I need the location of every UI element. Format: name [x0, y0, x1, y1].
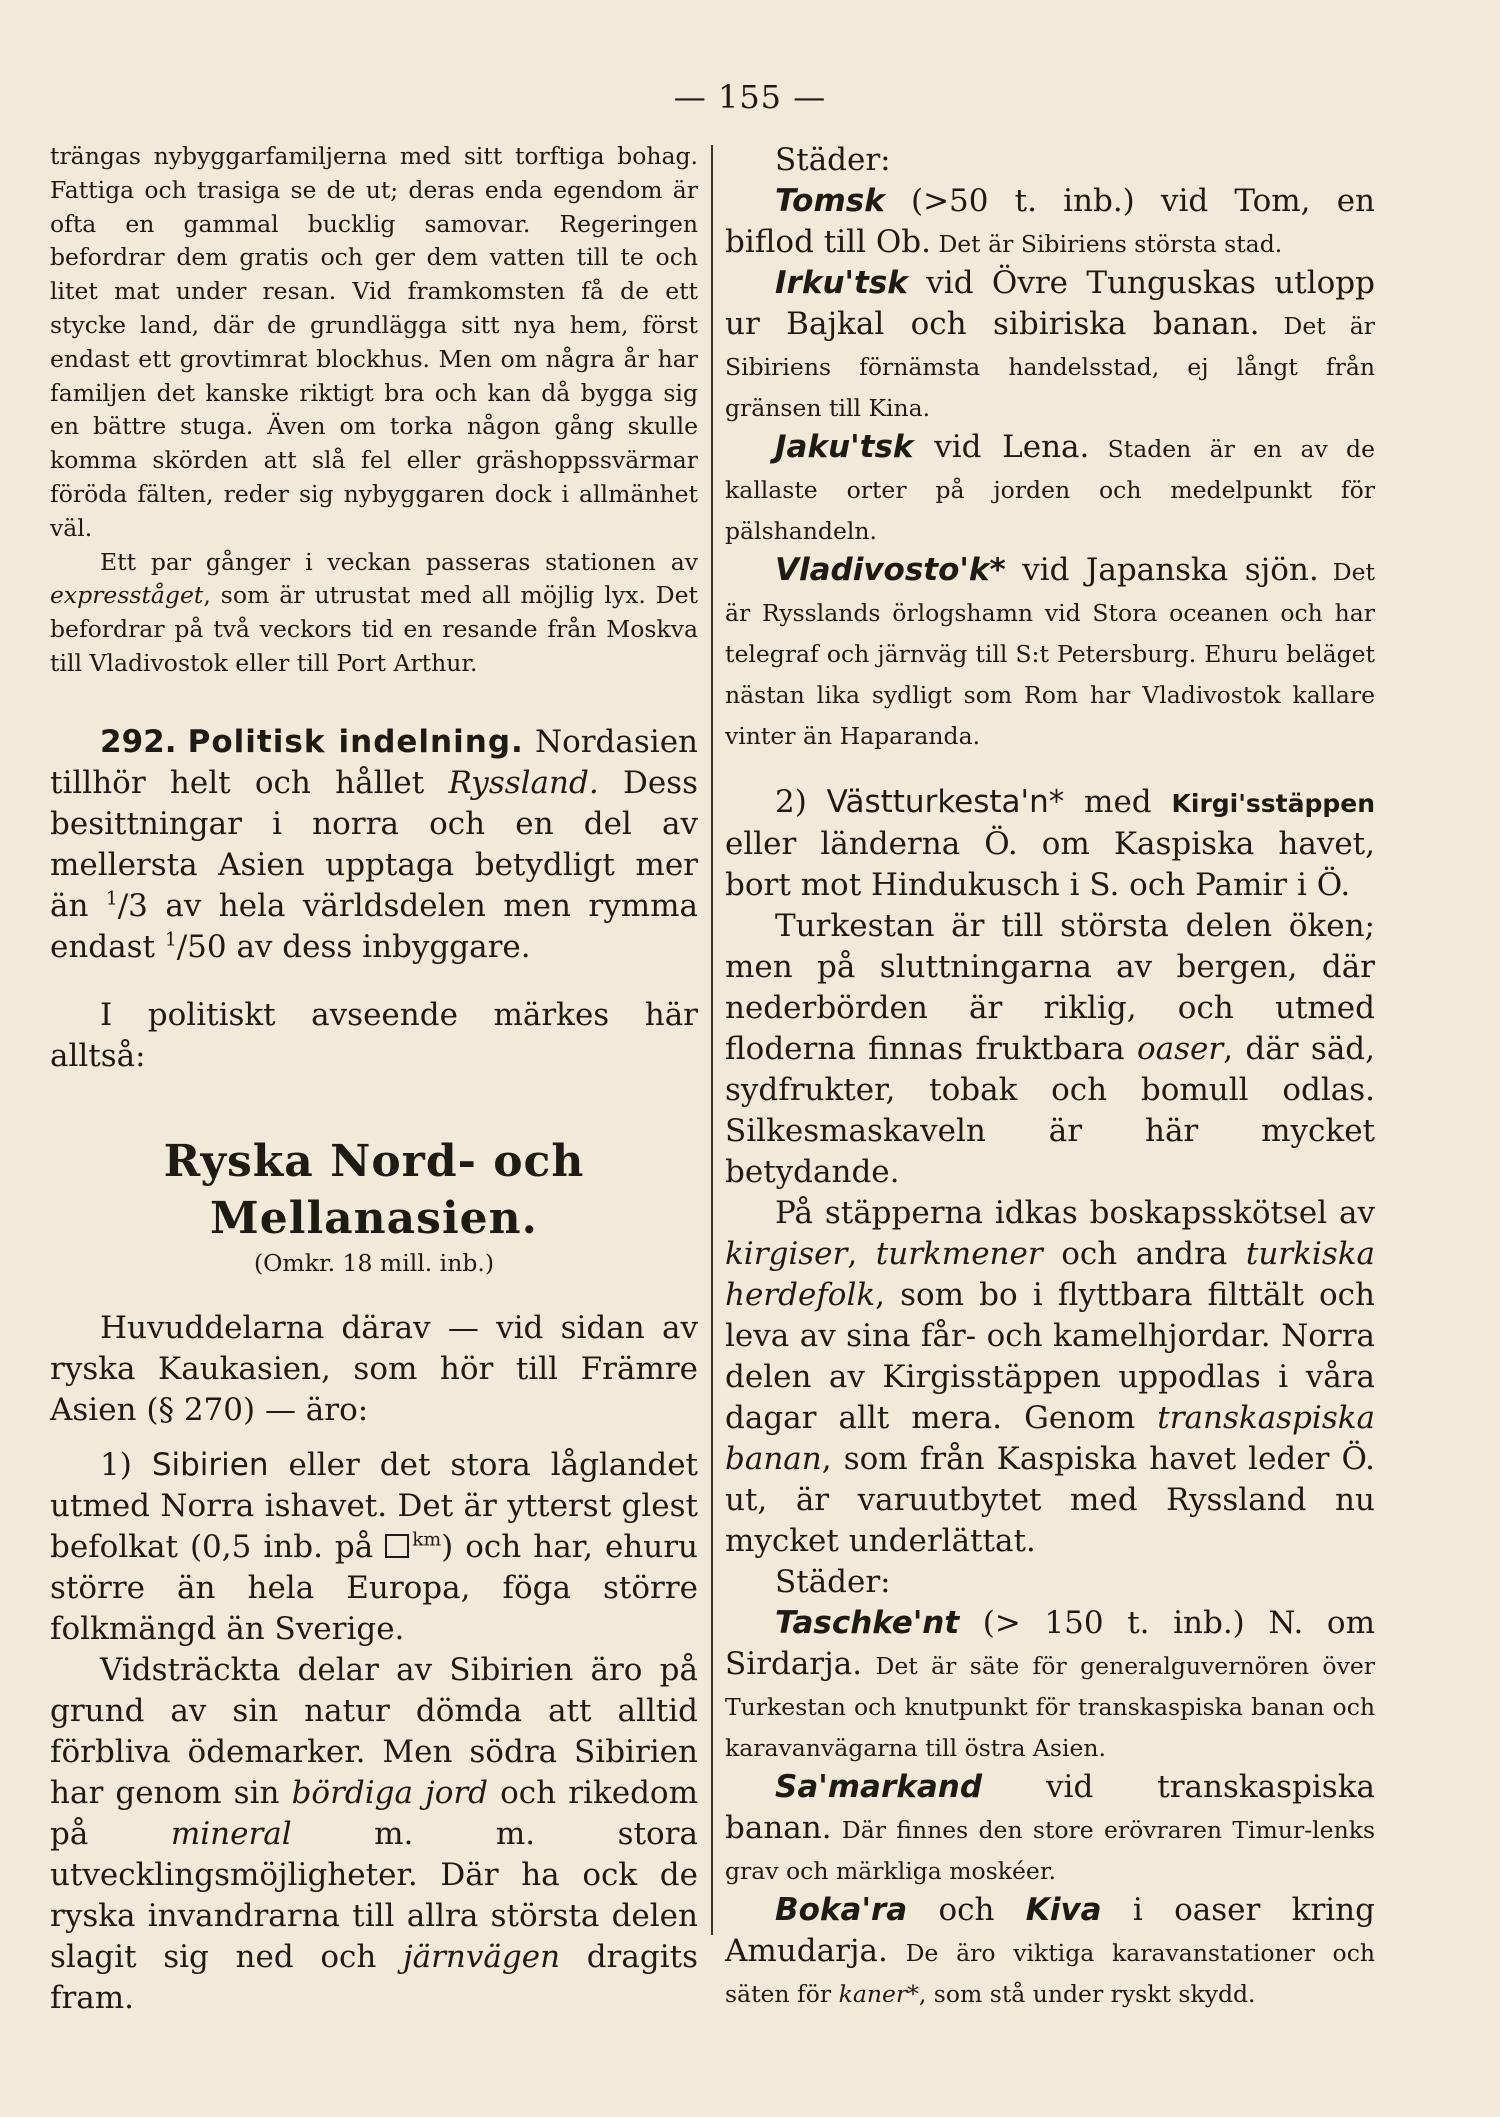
heading-russian-asia: Ryska Nord- och Mellanasien. [163, 1135, 585, 1244]
city-name: Irku'tsk [775, 265, 908, 301]
right-column [725, 140, 1375, 2013]
region-name-kirgis: Kirgi'sstäppen [1171, 789, 1376, 818]
region-name-turkestan: Västturkesta'n* [826, 784, 1065, 820]
city-name: Jaku'tsk [775, 429, 914, 465]
section-title: Politisk indelning. [187, 723, 524, 760]
city-name: Taschke'nt [775, 1605, 960, 1641]
paragraph-west-turkestan: 2) Västturkesta'n* med Kirgi'sstäppen eller länderna Ö. om Kaspiska havet, bort mot Hindukusch i S. och Pamir i Ö. [725, 784, 1376, 903]
city-tomsk: Tomsk (>50 t. inb.) vid Tom, en biflod till Ob. Det är Sibiriens största stad. [725, 183, 1375, 260]
paragraph-vast-areas: Vidsträckta delar av Sibirien äro på grund av sin natur dömda att alltid förbliva ödemarker. Men södra Sibirien har genom sin bördiga jord och rikedom på mineral m. m. stora utvecklingsmöjligheter. Där ha ock de ryska invandrarna till allra största delen slagit sig ned och järnvägen dragits fram. [50, 1651, 698, 2016]
paragraph-express-train: Ett par gånger i veckan passeras stationen av expresståget, som är utrustat med all möjlig lyx. Det befordrar på två veckors tid en resande från Moskva till Vladivostok eller till Port Arthur. [50, 547, 698, 677]
page-number: — 155 — [673, 78, 827, 116]
city-name: Kiva [1025, 1892, 1102, 1928]
paragraph-settlers: trängas nybyggarfamiljerna med sitt torftiga bohag. Fattiga och trasiga se de ut; deras enda egendom är ofta en gammal bucklig samovar. Regeringen befordrar dem gratis och ger dem vatten till te och litet mat under resan. Vid framkomsten få de ett stycke land, där de grundlägga sitt nya hem, först endast ett grovtimrat blockhus. Men om några år har familjen det kanske riktigt bra och kan då bygga sig en bättre stuga. Även om torka någon gång skulle komma skörden att slå fel eller gräshoppssvärmar föröda fälten, reder sig nybyggaren dock i allmänhet väl. [50, 142, 698, 542]
section-number: 292. [100, 723, 177, 760]
paragraph-political: I politiskt avseende märkes här alltså: [50, 996, 698, 1074]
left-column [50, 140, 698, 2019]
city-samarkand: Sa'markand vid transkaspiska banan. Där finnes den store erövraren Timur-lenks grav och märkliga moskéer. [725, 1769, 1375, 1885]
column-divider [711, 145, 713, 1935]
city-name: Vladivosto'k* [775, 552, 1006, 588]
subheading-population: (Omkr. 18 mill. inb.) [253, 1248, 495, 1277]
city-name: Tomsk [775, 183, 885, 219]
city-irkutsk: Irku'tsk vid Övre Tunguskas utlopp ur Bajkal och sibiriska banan. Det är Sibiriens förnämsta handelsstad, ej långt från gränsen till Kina. [725, 265, 1375, 422]
square-icon [385, 1534, 409, 1558]
cities-label: Städer: [775, 1564, 891, 1600]
paragraph-main-parts: Huvuddelarna därav — vid sidan av ryska Kaukasien, som hör till Främre Asien (§ 270) — äro: [50, 1309, 698, 1428]
cities-label: Städer: [775, 142, 891, 178]
paragraph-steppes: På stäpperna idkas boskapsskötsel av kirgiser, turkmener och andra turkiska herdefolk, som bo i flyttbara filttält och leva av sina får- och kamelhjordar. Norra delen av Kirgisstäppen uppodlas i våra dagar allt mera. Genom transkaspiska banan, som från Kaspiska havet leder Ö. ut, är varuutbytet med Ryssland nu mycket underlättat. [725, 1195, 1375, 1559]
city-vladivostok: Vladivosto'k* vid Japanska sjön. Det är Rysslands örlogshamn vid Stora oceanen och har telegraf och järnväg till S:t Petersburg. Ehuru beläget nästan lika sydligt som Rom har Vladivostok kallare vinter än Haparanda. [725, 552, 1375, 750]
region-name-siberia: Sibirien [151, 1446, 269, 1483]
city-taschkent: Taschke'nt (> 150 t. inb.) N. om Sirdarja. Det är säte för generalguvernören över Turkestan och knutpunkt för transkaspiska banan och karavanvägarna till östra Asien. [725, 1605, 1375, 1762]
city-jakutsk: Jaku'tsk vid Lena. Staden är en av de kallaste orter på jorden och medelpunkt för pälshandeln. [725, 429, 1375, 545]
city-name: Boka'ra [775, 1892, 908, 1928]
paragraph-turkestan-desert: Turkestan är till största delen öken; men på sluttningarna av bergen, där nederbörden är riklig, och utmed floderna finnas fruktbara oaser, där säd, sydfrukter, tobak och bomull odlas. Silkesmaskaveln är här mycket betydande. [725, 908, 1375, 1190]
city-name: Sa'markand [775, 1769, 983, 1805]
city-bokara-kiva: Boka'ra och Kiva i oaser kring Amudarja. De äro viktiga karavanstationer och säten för kaner*, som stå under ryskt skydd. [725, 1892, 1375, 2008]
paragraph-siberia: 1) Sibirien eller det stora låglandet utmed Norra ishavet. Det är ytterst glest befolkat (0,5 inb. på $^{km}$) och har, ehuru större än hela Europa, föga större folkmängd än Sverige. [50, 1446, 699, 1647]
section-292: 292. Politisk indelning. Nordasien tillhör helt och hållet Ryssland. Dess besittningar i norra och en del av mellersta Asien upptaga betydligt mer än $^1$/3 av hela världsdelen men rymma endast $^1$/50 av dess inbyggare. [50, 723, 699, 965]
